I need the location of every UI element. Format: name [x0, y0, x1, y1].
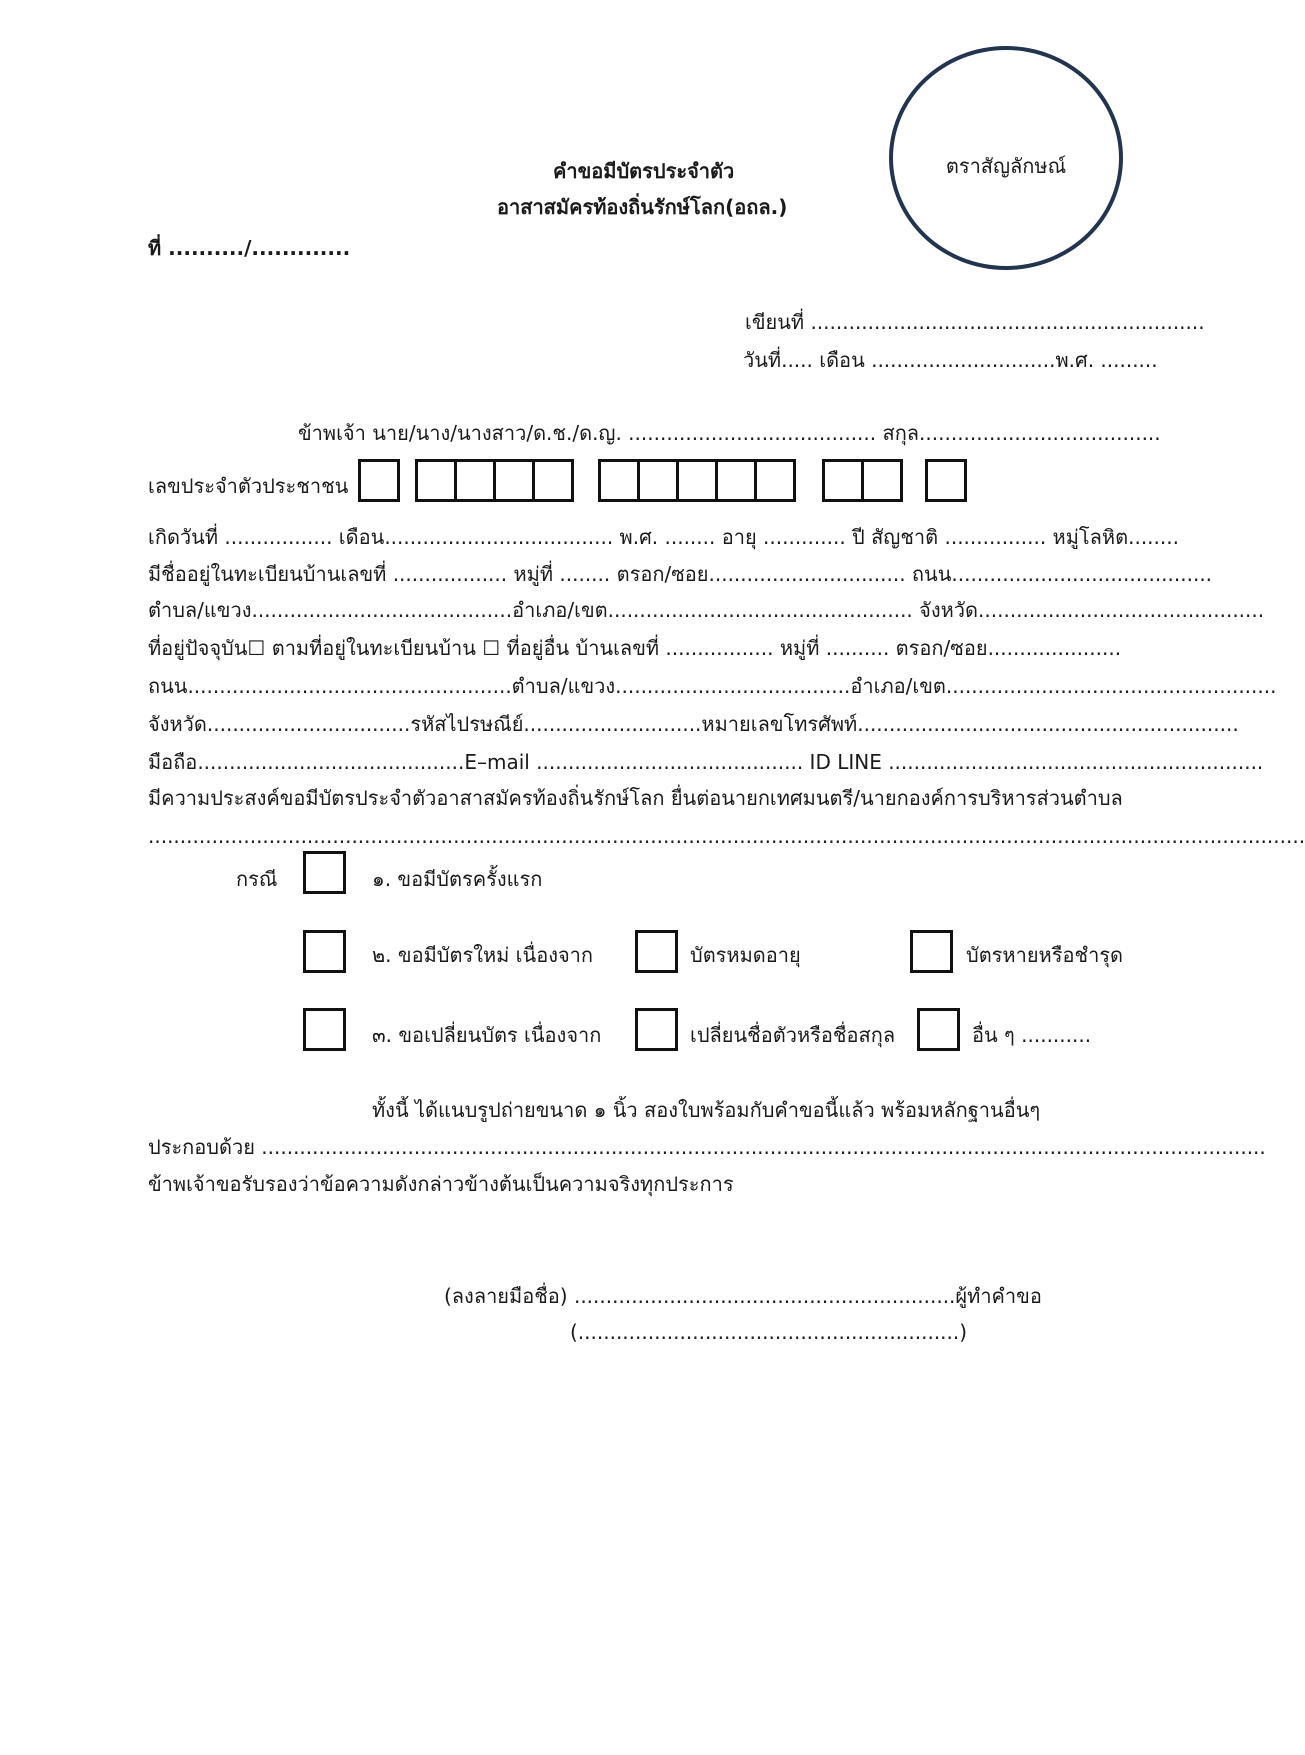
case-label: กรณี — [236, 867, 278, 891]
reference-number[interactable]: ที่ ........../............. — [148, 236, 351, 260]
case3-checkbox[interactable] — [303, 1008, 346, 1051]
signature-name-field[interactable]: (............................................................) — [570, 1320, 968, 1344]
birth-date-field[interactable]: เกิดวันที่ ................. เดือน.................................... พ.ศ. ........ อายุ ............. ปี สัญชาติ ................ หมู่โลหิต........ — [148, 525, 1179, 549]
id-digit-box[interactable] — [415, 459, 457, 502]
written-at-field[interactable]: เขียนที่ .............................................................. — [745, 310, 1205, 334]
purpose-dotted-line[interactable]: ...................................................................................................................................................................................... — [148, 824, 1305, 848]
id-group-1 — [358, 459, 397, 502]
purpose-statement: มีความประสงค์ขอมีบัตรประจำตัวอาสาสมัครท้องถิ่นรักษ์โลก ยื่นต่อนายกเทศมนตรี/นายกองค์การบริหารส่วนตำบล — [148, 786, 1123, 810]
id-digit-box[interactable] — [454, 459, 496, 502]
certification-statement: ข้าพเจ้าขอรับรองว่าข้อความดังกล่าวข้างต้นเป็นความจริงทุกประการ — [148, 1172, 734, 1196]
form-title-line2: อาสาสมัครท้องถิ่นรักษ์โลก(อถล.) — [497, 195, 788, 219]
form-title-line1: คำขอมีบัตรประจำตัว — [553, 159, 735, 183]
applicant-name-field[interactable]: ข้าพเจ้า นาย/นาง/นางสาว/ด.ช./ด.ญ. ....................................... สกุล...................................... — [298, 421, 1161, 445]
id-digit-box[interactable] — [925, 459, 967, 502]
other-reason-label[interactable]: อื่น ๆ ........... — [972, 1023, 1092, 1047]
id-digit-box[interactable] — [358, 459, 400, 502]
id-group-5 — [925, 459, 964, 502]
id-digit-box[interactable] — [598, 459, 640, 502]
signature-field[interactable]: (ลงลายมือชื่อ) ............................................................ผู้ทำคำขอ — [444, 1284, 1042, 1308]
id-group-3 — [598, 459, 793, 502]
road-field[interactable]: ถนน...................................................ตำบล/แขวง.....................................อำเภอ/เขต.................................................... — [148, 674, 1277, 698]
id-digit-box[interactable] — [637, 459, 679, 502]
case2-label: ๒. ขอมีบัตรใหม่ เนื่องจาก — [372, 943, 594, 967]
id-digit-box[interactable] — [676, 459, 718, 502]
case1-label: ๑. ขอมีบัตรครั้งแรก — [372, 867, 543, 891]
id-group-2 — [415, 459, 571, 502]
id-digit-box[interactable] — [532, 459, 574, 502]
expired-card-label: บัตรหมดอายุ — [690, 943, 801, 967]
name-change-checkbox[interactable] — [635, 1008, 678, 1051]
registered-address-field[interactable]: มีชื่ออยู่ในทะเบียนบ้านเลขที่ .................. หมู่ที่ ........ ตรอก/ซอย............................... ถนน......................................... — [148, 562, 1213, 586]
date-field[interactable]: วันที่..... เดือน .............................พ.ศ. ......... — [743, 348, 1158, 372]
case1-checkbox[interactable] — [303, 851, 346, 894]
province-field[interactable]: จังหวัด................................รหัสไปรษณีย์............................หมายเลขโทรศัพท์............................................................ — [148, 712, 1239, 736]
seal-label: ตราสัญลักษณ์ — [945, 154, 1067, 178]
evidence-field[interactable]: ประกอบด้วย .............................................................................................................................................................. — [148, 1135, 1266, 1159]
case2-checkbox[interactable] — [303, 930, 346, 973]
name-change-label: เปลี่ยนชื่อตัวหรือชื่อสกุล — [690, 1023, 896, 1047]
id-number-label: เลขประจำตัวประชาชน — [148, 474, 349, 498]
lost-damaged-checkbox[interactable] — [910, 930, 953, 973]
id-group-4 — [822, 459, 900, 502]
district-field[interactable]: ตำบล/แขวง.........................................อำเภอ/เขต................................................ จังหวัด............................................. — [148, 598, 1265, 622]
id-digit-box[interactable] — [861, 459, 903, 502]
lost-damaged-label: บัตรหายหรือชำรุด — [966, 943, 1124, 967]
id-digit-box[interactable] — [754, 459, 796, 502]
case3-label: ๓. ขอเปลี่ยนบัตร เนื่องจาก — [372, 1023, 602, 1047]
id-digit-box[interactable] — [822, 459, 864, 502]
contact-field[interactable]: มือถือ..........................................E–mail .......................................... ID LINE ........................................................... — [148, 750, 1264, 774]
id-digit-box[interactable] — [715, 459, 757, 502]
id-digit-box[interactable] — [493, 459, 535, 502]
current-address-field[interactable]: ที่อยู่ปัจจุบัน☐ ตามที่อยู่ในทะเบียนบ้าน ☐ ที่อยู่อื่น บ้านเลขที่ ................. หมู่ที่ .......... ตรอก/ซอย..................... — [148, 636, 1122, 660]
other-reason-checkbox[interactable] — [917, 1008, 960, 1051]
expired-card-checkbox[interactable] — [635, 930, 678, 973]
emblem-seal-circle — [889, 46, 1123, 270]
attachment-statement: ทั้งนี้ ได้แนบรูปถ่ายขนาด ๑ นิ้ว สองใบพร้อมกับคำขอนี้แล้ว พร้อมหลักฐานอื่นๆ — [372, 1098, 1041, 1122]
